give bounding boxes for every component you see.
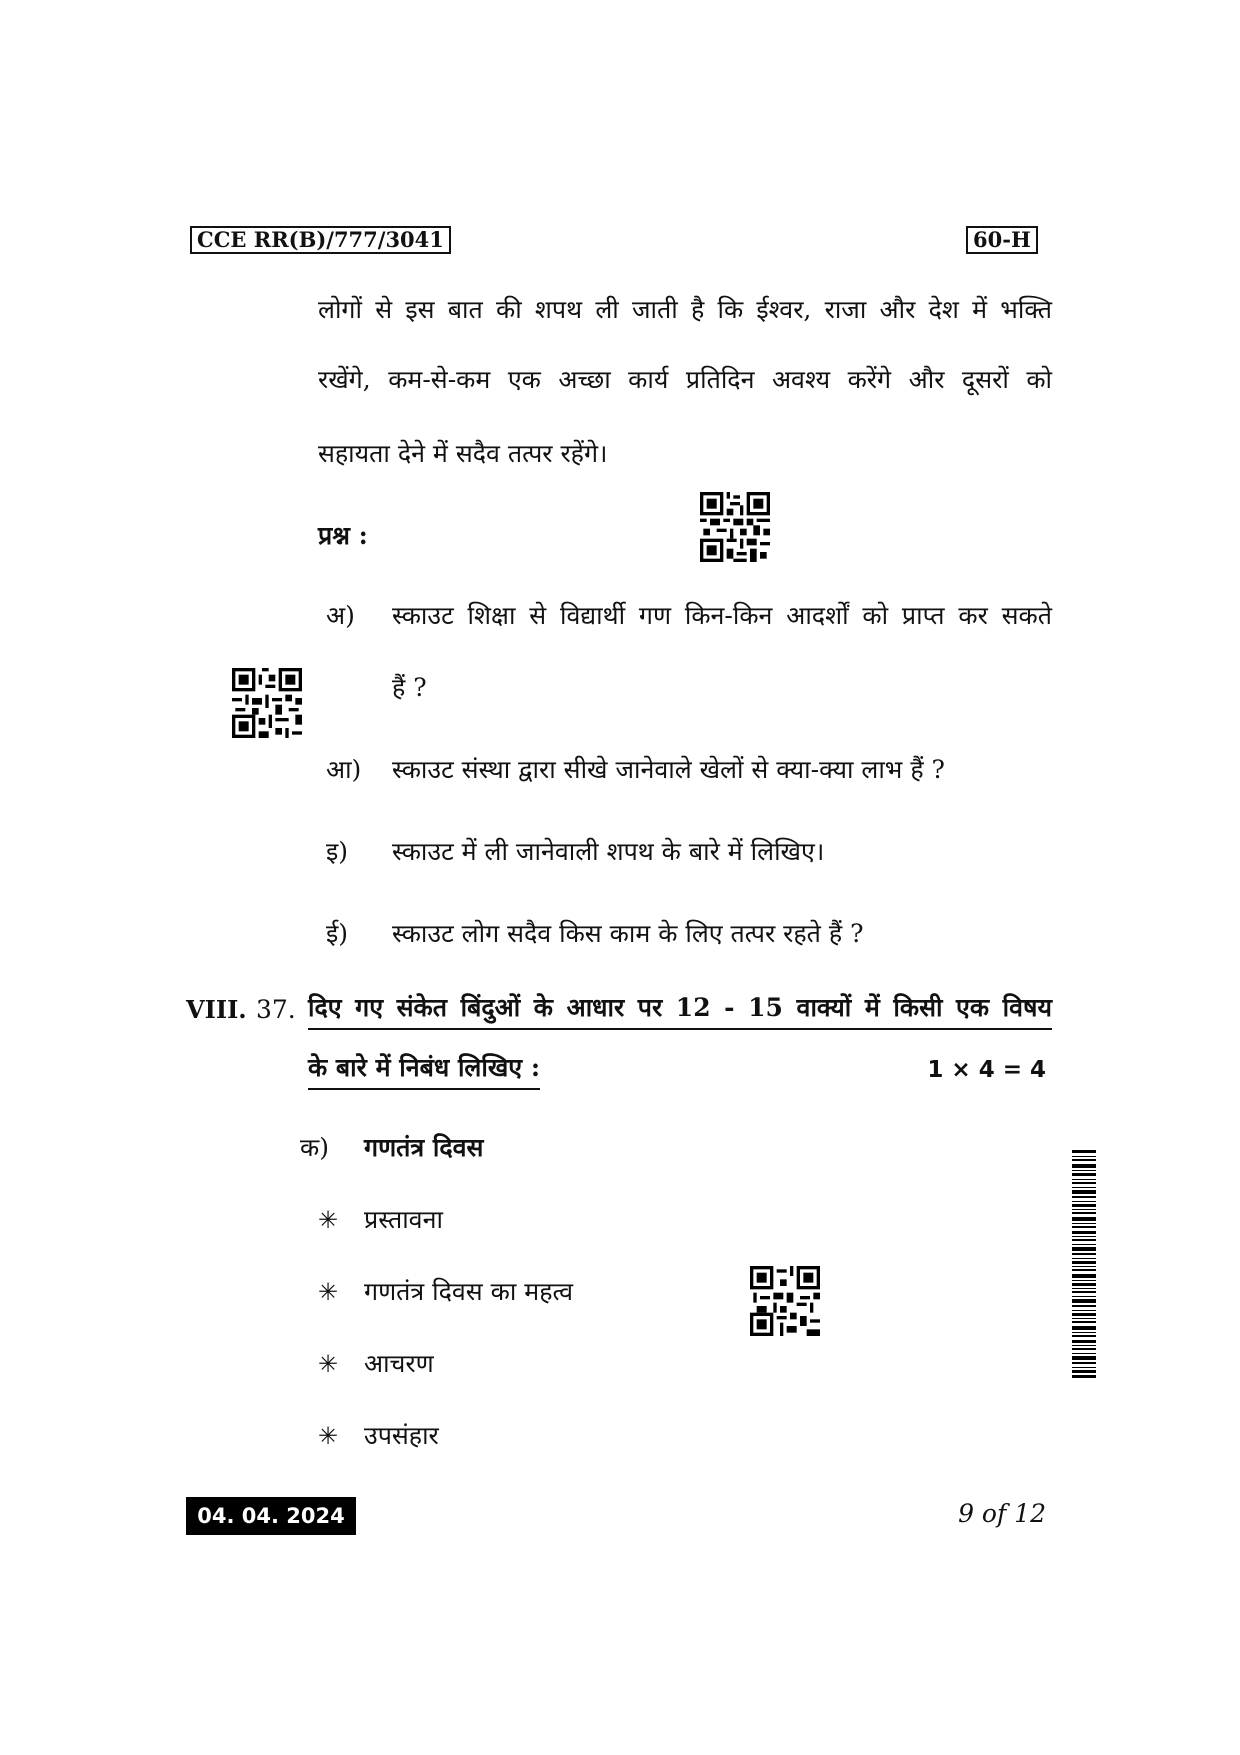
- passage-line-3: सहायता देने में सदैव तत्पर रहेंगे।: [318, 439, 608, 468]
- qr-code-icon: [750, 1266, 820, 1336]
- question-marker-ii: ई): [326, 919, 349, 948]
- asterisk-bullet-icon: ✳: [318, 1422, 339, 1450]
- passage-line-2: रखेंगे, कम-से-कम एक अच्छा कार्य प्रतिदिन अवश्य करेंगे और दूसरों को: [318, 365, 1052, 394]
- question-ii-text: स्काउट लोग सदैव किस काम के लिए तत्पर रहते हैं ?: [392, 919, 864, 948]
- exam-code-label: CCE RR(B)/777/3041: [190, 226, 451, 254]
- asterisk-bullet-icon: ✳: [318, 1278, 339, 1306]
- essay-point-4: उपसंहार: [364, 1421, 439, 1450]
- essay-option-marker: क): [300, 1133, 329, 1162]
- section-label: VIII.: [186, 995, 247, 1024]
- passage-line-1: लोगों से इस बात की शपथ ली जाती है कि ईश्वर, राजा और देश में भक्ति: [318, 295, 1052, 324]
- question-aa-text: स्काउट संस्था द्वारा सीखे जानेवाले खेलों से क्या-क्या लाभ हैं ?: [392, 755, 945, 784]
- essay-instruction-line-2: के बारे में निबंध लिखिए :: [308, 1052, 540, 1090]
- question-i-text: स्काउट में ली जानेवाली शपथ के बारे में लिखिए।: [392, 837, 825, 866]
- qr-code-icon: [232, 668, 302, 738]
- asterisk-bullet-icon: ✳: [318, 1206, 339, 1234]
- essay-point-3: आचरण: [364, 1349, 434, 1378]
- qr-code-icon: [700, 492, 770, 562]
- essay-option-title: गणतंत्र दिवस: [364, 1133, 484, 1162]
- question-marker-a: अ): [326, 601, 355, 630]
- page-number: 9 of 12: [958, 1499, 1046, 1528]
- essay-point-1: प्रस्तावना: [364, 1205, 443, 1234]
- question-a-line-2: हैं ?: [392, 673, 427, 702]
- questions-heading: प्रश्न :: [318, 521, 368, 550]
- asterisk-bullet-icon: ✳: [318, 1350, 339, 1378]
- exam-date-label: 04. 04. 2024: [186, 1497, 356, 1535]
- paper-id-label: 60-H: [966, 226, 1038, 254]
- question-number: 37.: [256, 995, 296, 1024]
- essay-instruction-line-1: दिए गए संकेत बिंदुओं के आधार पर 12 - 15 वाक्यों में किसी एक विषय: [308, 992, 1052, 1030]
- question-a-line-1: स्काउट शिक्षा से विद्यार्थी गण किन-किन आदर्शों को प्राप्त कर सकते: [392, 601, 1052, 630]
- marks-label: 1 × 4 = 4: [927, 1057, 1046, 1083]
- barcode-icon: [1072, 1150, 1096, 1378]
- question-marker-i: इ): [326, 837, 349, 866]
- essay-point-2: गणतंत्र दिवस का महत्व: [364, 1277, 574, 1306]
- question-marker-aa: आ): [326, 755, 362, 784]
